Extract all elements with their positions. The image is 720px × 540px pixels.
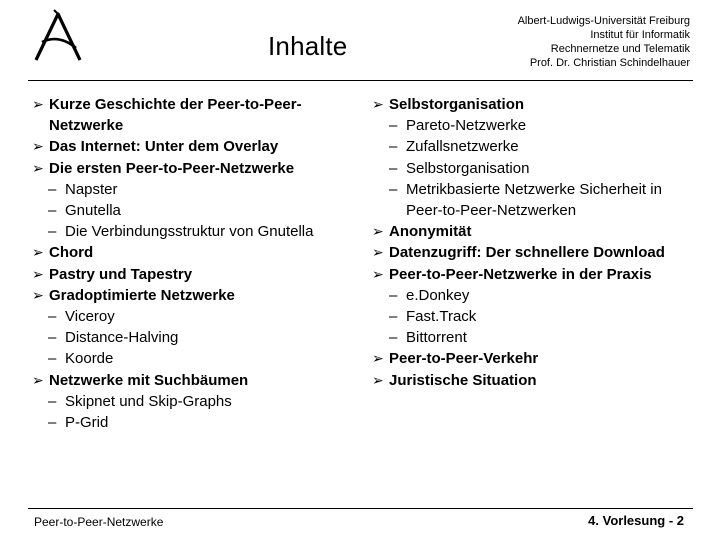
sub-bullet-item xyxy=(372,158,702,179)
arrow-bullet-icon: ➢ xyxy=(32,159,44,176)
bullet-text: Kurze Geschichte der Peer-to-Peer-Netzwerke xyxy=(49,96,302,135)
bullet-item xyxy=(372,264,702,285)
sub-bullet-text: Metrikbasierte Netzwerke Sicherheit in Peer-to-Peer-Netzwerken xyxy=(406,180,662,220)
sub-bullet-item xyxy=(372,115,702,136)
arrow-bullet-icon: ➢ xyxy=(372,223,384,240)
sub-bullet-text: Viceroy xyxy=(65,308,115,326)
dash-bullet-icon: – xyxy=(389,138,398,156)
bullet-text: Gradoptimierte Netzwerke xyxy=(49,286,235,304)
dash-bullet-icon: – xyxy=(48,308,57,326)
sub-bullet-text: Distance-Halving xyxy=(65,329,179,347)
bullet-text: Chord xyxy=(49,244,94,262)
footer-page-number: 4. Vorlesung - 2 xyxy=(588,513,684,528)
arrow-bullet-icon: ➢ xyxy=(32,286,44,303)
sub-bullet-item xyxy=(32,200,362,221)
institution-block xyxy=(518,14,690,70)
sub-bullet-text: Zufallsnetzwerke xyxy=(406,138,519,156)
bullet-text: Netzwerke mit Suchbäumen xyxy=(49,371,249,389)
arrow-bullet-icon: ➢ xyxy=(32,138,44,155)
dash-bullet-icon: – xyxy=(48,180,57,198)
bullet-text: Peer-to-Peer-Verkehr xyxy=(389,350,539,368)
bullet-item xyxy=(32,158,362,179)
sub-bullet-item xyxy=(372,285,702,306)
dash-bullet-icon: – xyxy=(389,159,398,177)
bullet-text: Juristische Situation xyxy=(389,371,537,389)
sub-bullet-item xyxy=(32,412,362,433)
footer-course: Peer-to-Peer-Netzwerke xyxy=(34,515,164,529)
institution-line: Prof. Dr. Christian Schindelhauer xyxy=(529,57,690,69)
institution-line: Institut für Informatik xyxy=(590,29,690,41)
bullet-item xyxy=(372,348,702,369)
dash-bullet-icon: – xyxy=(389,308,398,326)
arrow-bullet-icon: ➢ xyxy=(32,371,44,388)
bullet-item xyxy=(32,242,362,263)
bullet-text: Die ersten Peer-to-Peer-Netzwerke xyxy=(49,159,295,177)
dash-bullet-icon: – xyxy=(48,202,57,220)
bullet-text: Das Internet: Unter dem Overlay xyxy=(49,138,279,156)
sub-bullet-text: Pareto-Netzwerke xyxy=(406,117,527,135)
sub-bullet-text: Selbstorganisation xyxy=(406,159,530,177)
footer-divider xyxy=(28,508,693,509)
dash-bullet-icon: – xyxy=(48,414,57,432)
bullet-item xyxy=(372,94,702,115)
dash-bullet-icon: – xyxy=(389,329,398,347)
page-title: Inhalte xyxy=(268,31,348,61)
bullet-item xyxy=(32,370,362,391)
left-bullet-list xyxy=(32,94,362,433)
right-bullet-list xyxy=(372,94,702,391)
bullet-text: Anonymität xyxy=(389,223,472,241)
arrow-bullet-icon: ➢ xyxy=(372,350,384,367)
sub-bullet-item xyxy=(372,306,702,327)
sub-bullet-item xyxy=(372,179,702,221)
dash-bullet-icon: – xyxy=(48,329,57,347)
sub-bullet-text: Bittorrent xyxy=(406,329,467,347)
dash-bullet-icon: – xyxy=(389,180,398,198)
arrow-bullet-icon: ➢ xyxy=(372,265,384,282)
bullet-item xyxy=(32,136,362,157)
arrow-bullet-icon: ➢ xyxy=(32,265,44,282)
bullet-item xyxy=(372,221,702,242)
bullet-item xyxy=(32,285,362,306)
arrow-bullet-icon: ➢ xyxy=(372,244,384,261)
university-a-logo-icon xyxy=(30,8,88,66)
bullet-item xyxy=(32,94,362,136)
sub-bullet-item xyxy=(372,327,702,348)
bullet-text: Pastry und Tapestry xyxy=(49,265,193,283)
sub-bullet-item xyxy=(32,327,362,348)
bullet-item xyxy=(372,370,702,391)
sub-bullet-text: Fast.Track xyxy=(406,308,477,326)
dash-bullet-icon: – xyxy=(389,117,398,135)
bullet-item xyxy=(32,264,362,285)
sub-bullet-text: Koorde xyxy=(65,350,114,368)
dash-bullet-icon: – xyxy=(48,223,57,241)
bullet-text: Selbstorganisation xyxy=(389,96,525,113)
bullet-text: Datenzugriff: Der schnellere Download xyxy=(389,244,665,262)
institution-line: Albert-Ludwigs-Universität Freiburg xyxy=(517,15,690,27)
bullet-item xyxy=(372,242,702,263)
dash-bullet-icon: – xyxy=(389,286,398,304)
sub-bullet-item xyxy=(32,306,362,327)
sub-bullet-item xyxy=(32,348,362,369)
sub-bullet-item xyxy=(372,136,702,157)
arrow-bullet-icon: ➢ xyxy=(32,96,44,112)
sub-bullet-text: Skipnet und Skip-Graphs xyxy=(65,392,232,410)
sub-bullet-item xyxy=(32,391,362,412)
sub-bullet-item xyxy=(32,221,362,242)
sub-bullet-text: Gnutella xyxy=(65,202,121,220)
sub-bullet-text: P-Grid xyxy=(65,414,109,432)
arrow-bullet-icon: ➢ xyxy=(372,96,384,112)
dash-bullet-icon: – xyxy=(48,350,57,368)
right-column xyxy=(372,94,702,391)
sub-bullet-text: e.Donkey xyxy=(406,286,470,304)
arrow-bullet-icon: ➢ xyxy=(372,371,384,388)
arrow-bullet-icon: ➢ xyxy=(32,244,44,261)
left-column xyxy=(32,94,362,433)
institution-line: Rechnernetze und Telematik xyxy=(550,43,690,55)
sub-bullet-item xyxy=(32,179,362,200)
sub-bullet-text: Napster xyxy=(65,180,118,198)
header-divider xyxy=(28,80,693,81)
sub-bullet-text: Die Verbindungsstruktur von Gnutella xyxy=(65,223,314,241)
dash-bullet-icon: – xyxy=(48,392,57,410)
bullet-text: Peer-to-Peer-Netzwerke in der Praxis xyxy=(389,265,652,283)
